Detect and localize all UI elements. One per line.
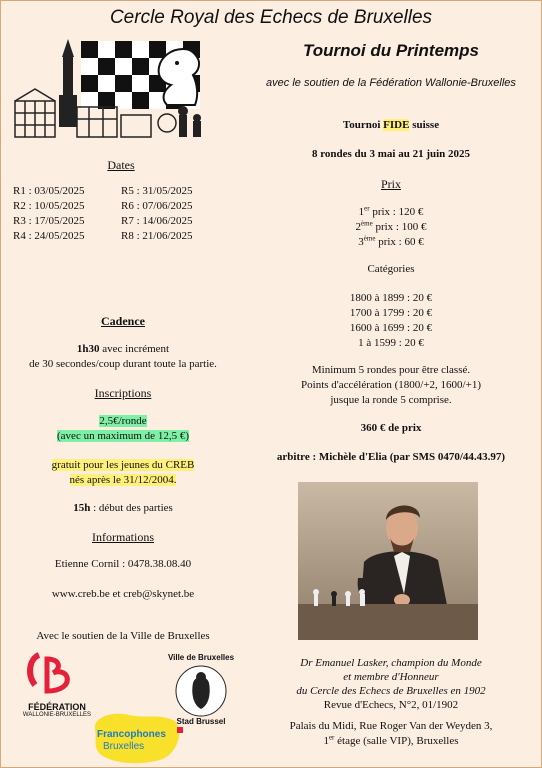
info-heading: Informations <box>92 530 154 544</box>
venue-line1: Palais du Midi, Rue Roger Van der Weyden 3, <box>289 720 493 732</box>
youth-birthdate: nés après le 31/12/2004. <box>69 474 177 486</box>
prize-2: 2ème prix : 100 € <box>355 219 427 233</box>
start-label: : début des parties <box>90 502 173 514</box>
cadence-increment: avec incrément <box>99 343 170 355</box>
board-square <box>115 41 132 58</box>
start-time <box>1 502 245 514</box>
board-square <box>115 58 132 75</box>
cadence-text <box>1 342 245 372</box>
date-r7: R7 : 14/06/2025 <box>121 215 193 227</box>
category-1800: 1800 à 1899 : 20 € <box>349 292 433 304</box>
youth-block <box>1 458 245 488</box>
categories-list <box>241 291 541 351</box>
support-line: avec le soutien de la Fédération Wallonie-Bruxelles <box>266 77 516 89</box>
board-square <box>149 41 166 58</box>
tower-icon <box>59 39 77 127</box>
rounds-line: 8 rondes du 3 mai au 21 juin 2025 <box>311 148 471 160</box>
fwb-line2: WALLONIE-BRUXELLES <box>22 712 92 718</box>
date-r2: R2 : 10/05/2025 <box>13 200 85 212</box>
dates-right-column <box>121 184 231 244</box>
fwb-line1: FÉDÉRATION <box>28 702 86 712</box>
venue-line2: 1er étage (salle VIP), Bruxelles <box>323 733 459 747</box>
rules-block <box>241 363 541 408</box>
category-1700: 1700 à 1799 : 20 € <box>349 307 433 319</box>
ville-bottom-text: Stad Brussel <box>176 717 226 726</box>
board-square <box>98 58 115 75</box>
venue <box>241 719 541 749</box>
prizes-list <box>241 205 541 250</box>
chessboard-city-illustration <box>11 35 211 147</box>
board-square <box>132 75 149 92</box>
board-square <box>81 58 98 75</box>
tournament-suffix: suisse <box>412 119 440 131</box>
fwb-logo <box>17 651 97 723</box>
date-r4: R4 : 24/05/2025 <box>13 230 85 242</box>
categories-heading: Catégories <box>367 263 415 275</box>
caption-line3: du Cercle des Echecs de Bruxelles en 1902 <box>296 685 486 697</box>
chess-pieces-icon <box>158 106 201 137</box>
contact-phone: Etienne Cornil : 0478.38.08.40 <box>54 558 192 570</box>
fwb-logo-icon <box>17 651 97 697</box>
board-square <box>132 92 149 109</box>
date-r3: R3 : 17/05/2025 <box>13 215 85 227</box>
prizes-heading: Prix <box>380 177 401 191</box>
prize-3: 3ème prix : 60 € <box>358 234 424 248</box>
dates-left-column <box>13 184 123 244</box>
francophones-line2: Bruxelles <box>103 741 145 752</box>
ville-top-text: Ville de Bruxelles <box>167 653 235 662</box>
date-r1: R1 : 03/05/2025 <box>13 185 85 197</box>
caption-line2: et membre d'Honneur <box>343 671 439 683</box>
cadence-heading: Cadence <box>101 314 145 328</box>
tournament-prefix: Tournoi <box>342 119 381 131</box>
cadence-time: 1h30 <box>76 343 100 355</box>
portrait-source: Revue d'Echecs, N°2, 01/1902 <box>323 699 459 711</box>
tournament-type <box>241 119 541 131</box>
caption-line1: Dr Emanuel Lasker, champion du Monde <box>300 657 482 669</box>
rule-round5: jusque la ronde 5 comprise. <box>330 394 452 406</box>
knight-icon <box>159 49 199 105</box>
date-r8: R8 : 21/06/2025 <box>121 230 193 242</box>
contact-web-email: www.creb.be et creb@skynet.be <box>51 588 195 600</box>
francophones-line1: Francophones <box>97 729 166 740</box>
inscriptions-heading: Inscriptions <box>94 386 152 400</box>
youth-free: gratuit pour les jeunes du CREB <box>51 459 195 471</box>
lasker-portrait-photo <box>298 482 478 640</box>
fide-badge: FIDE <box>383 119 410 131</box>
dates-heading: Dates <box>107 158 135 172</box>
fee-per-round: 2,5€/ronde <box>99 415 147 427</box>
start-hour: 15h <box>73 502 91 514</box>
board-square <box>81 41 98 58</box>
cadence-line2: de 30 secondes/coup durant toute la partie. <box>29 358 217 370</box>
board-square <box>98 75 115 92</box>
arbiter: arbitre : Michèle d'Elia (par SMS 0470/44.43.97) <box>276 451 506 463</box>
tournament-subtitle: Tournoi du Printemps <box>303 41 479 60</box>
category-1599: 1 à 1599 : 20 € <box>358 337 424 349</box>
date-r5: R5 : 31/05/2025 <box>121 185 193 197</box>
rule-acceleration: Points d'accélération (1800/+2, 1600/+1) <box>301 379 481 391</box>
prize-1: 1er prix : 120 € <box>358 204 424 218</box>
total-prize: 360 € de prix <box>360 422 422 434</box>
francophones-bruxelles-logo <box>89 711 185 765</box>
board-square <box>98 41 115 58</box>
rule-min-rounds: Minimum 5 rondes pour être classé. <box>311 364 471 376</box>
city-support: Avec le soutien de la Ville de Bruxelles <box>36 630 210 642</box>
category-1600: 1600 à 1699 : 20 € <box>349 322 433 334</box>
portrait-caption <box>241 656 541 698</box>
fee-block <box>1 414 245 444</box>
board-square <box>81 75 98 92</box>
board-square <box>132 58 149 75</box>
club-title: Cercle Royal des Echecs de Bruxelles <box>109 7 433 28</box>
date-r6: R6 : 07/06/2025 <box>121 200 193 212</box>
board-square <box>115 75 132 92</box>
board-square <box>132 41 149 58</box>
fee-max: (avec un maximum de 12,5 €) <box>57 430 189 442</box>
